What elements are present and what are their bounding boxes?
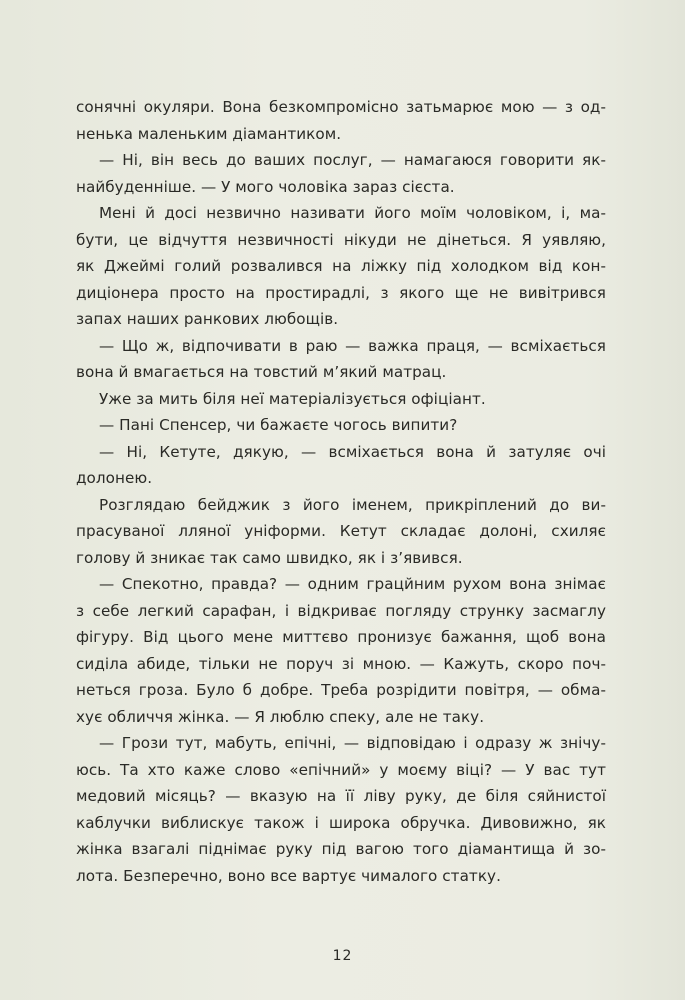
- text-line: — Спекотно, правда? — одним грацйним рухом вона знімає: [99, 575, 606, 593]
- text-line: — Пані Спенсер, чи бажаєте чогось випити?: [99, 416, 458, 434]
- text-line: каблучки виблискує також і широка обручка. Дивовижно, як: [76, 813, 606, 832]
- text-line: — Грози тут, мабуть, епічні, — відповідаю і одразу ж знічу-: [99, 734, 606, 752]
- text-line: запах наших ранкових любощів.: [76, 310, 339, 328]
- text-line: сонячні окуляри. Вона безкомпромісно затьмарює мою — з од-: [76, 98, 606, 116]
- text-line: — Ні, він весь до ваших послуг, — намагаюся говорити як-: [99, 151, 606, 169]
- text-line: вона й вмагається на товстий м’який матрац.: [76, 363, 447, 381]
- text-line: найбуденніше. — У мого чоловіка зараз сієста.: [76, 177, 455, 196]
- text-line: долонею.: [76, 469, 153, 487]
- text-line: бути, це відчуття незвичності нікуди не дінеться. Я уявляю,: [76, 230, 606, 249]
- text-line: Розглядаю бейджик з його іменем, прикріплений до ви-: [99, 495, 606, 514]
- text-line: — Ні, Кетуте, дякую, — всміхається вона й затуляє очі: [99, 442, 606, 461]
- text-line: жінка взагалі піднімає руку під вагою того діамантища й зо-: [76, 840, 606, 858]
- text-line: сиділа абиде, тільки не поруч зі мною. — Кажуть, скоро поч-: [76, 654, 606, 673]
- text-line: хує обличчя жінка. — Я люблю спеку, але не таку.: [76, 707, 485, 726]
- text-line: Уже за мить біля неї матеріалізується офіціант.: [99, 389, 486, 408]
- text-line: неться гроза. Було б добре. Треба розрідити повітря, — обма-: [76, 681, 606, 699]
- page-number: 12: [332, 948, 353, 964]
- text-line: — Що ж, відпочивати в раю — важка праця, — всміхається: [99, 336, 606, 355]
- text-line: диціонера просто на простирадлі, з якого ще не вивітрився: [76, 283, 606, 302]
- text-line: як Джеймі голий розвалився на ліжку під холодком від кон-: [76, 257, 606, 275]
- text-line: ненька маленьким діамантиком.: [76, 124, 342, 143]
- body-text: [76, 94, 606, 889]
- text-line: Мені й досі незвично називати його моїм чоловіком, і, ма-: [99, 204, 606, 222]
- text-line: з себе легкий сарафан, і відкриває погляду струнку засмаглу: [76, 601, 606, 620]
- text-line: фігуру. Від цього мене миттєво пронизує бажання, щоб вона: [76, 628, 606, 646]
- text-line: юсь. Та хто каже слово «епічний» у моєму віці? — У вас тут: [76, 760, 606, 779]
- text-line: прасуваної лляної уніформи. Кетут складає долоні, схиляє: [76, 522, 606, 540]
- text-line: медовий місяць? — вказую на її ліву руку, де біля сяйнистої: [76, 787, 606, 805]
- text-line: голову й зникає так само швидко, як і з’явився.: [76, 548, 463, 567]
- text-line: лота. Безперечно, воно все вартує чималого статку.: [76, 866, 501, 885]
